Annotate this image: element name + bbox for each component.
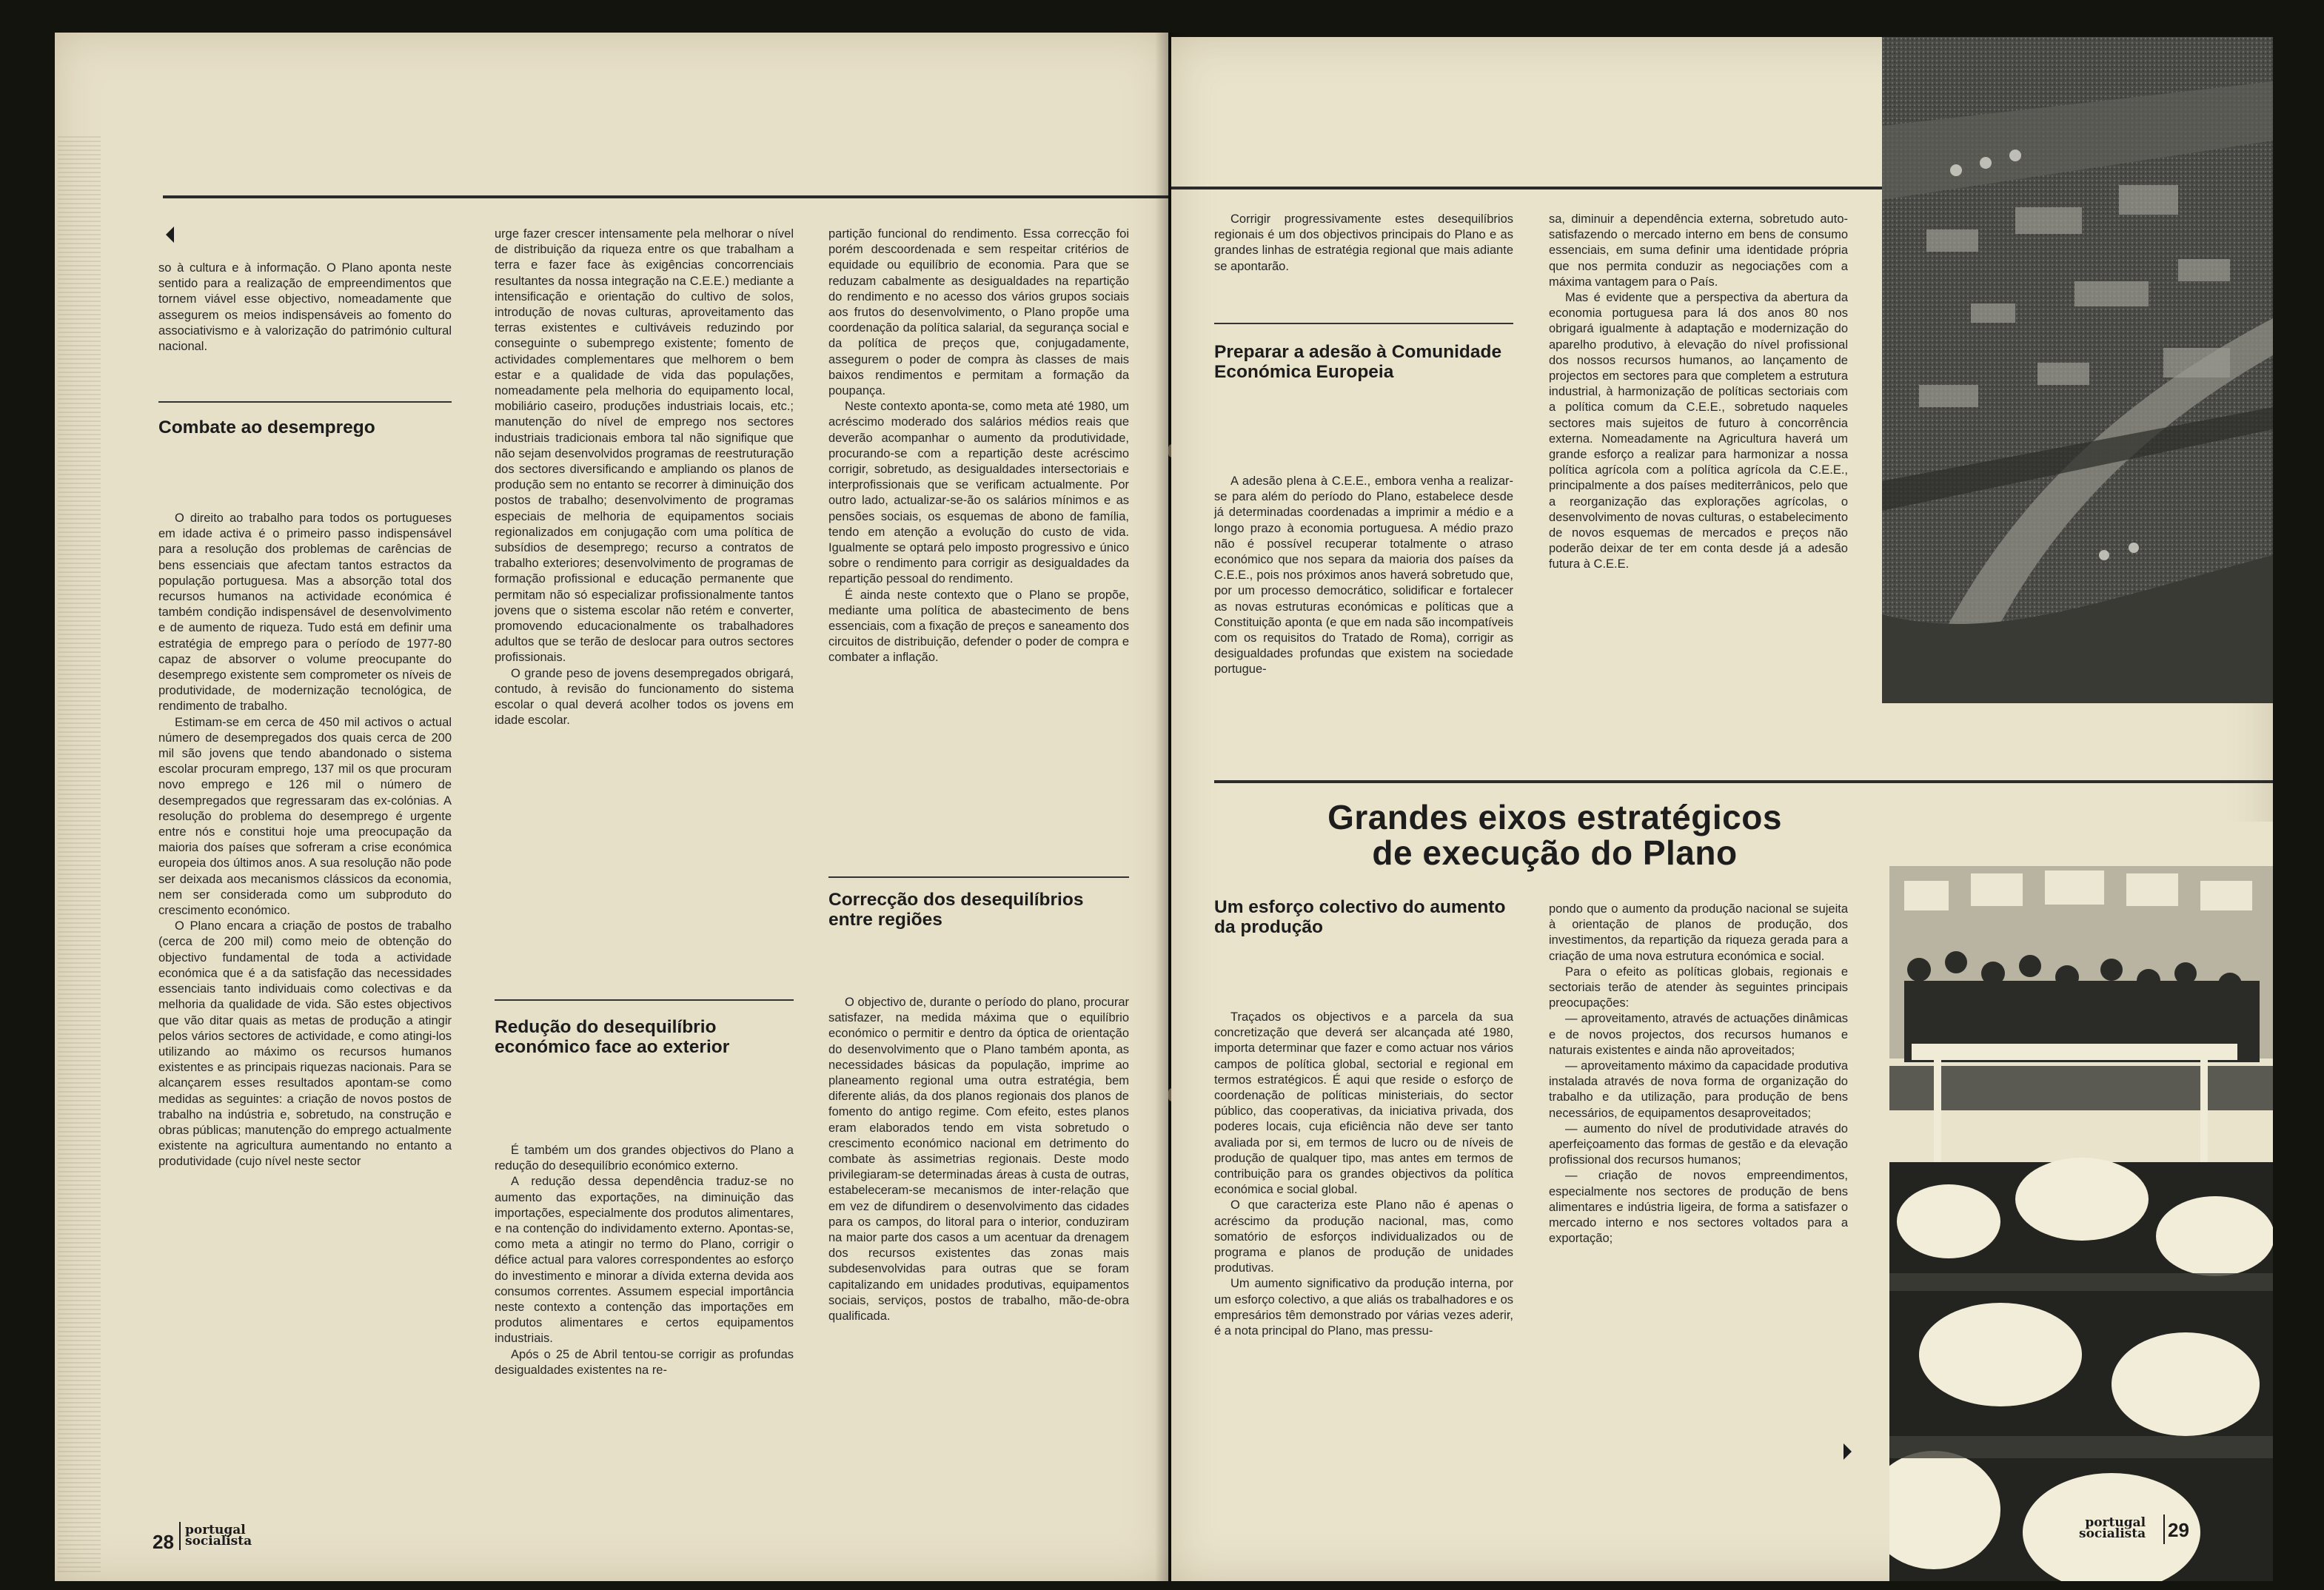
column-3-body [1214,1010,1513,1339]
folio-divider [2163,1514,2165,1544]
publication-logo [2079,1517,2146,1540]
paragraph: urge fazer crescer intensamente pela melhorar o nível de distribuição da riqueza entre os que trabalham a terra e fazer face às exigências concorrenciais resultantes da nossa integração na C.E.E.) mediante a intensificação e orientação do cultivo de solos, introdução de novas culturas, aproveitamento das terras existentes e cultiváveis reduzindo por conseguinte o subemprego existente; fomento de actividades complementares que melhorem o bem estar e a qualidade de vida das populações, nomeadamente pela melhoria do equipamento local, mobiliário caseiro, produções industriais locais, etc.; manutenção do nível de emprego nos sectores industriais tradicionais embora tal não signifique que não sejam desenvolvidos programas de reestruturação dos sectores diversificando e ampliando os planos de produção sem no entanto se recorrer à diminuição dos postos de trabalho; desenvolvimento de programas especiais de melhoria de equipamentos sociais regionalizados em conjugação com uma política de subsídios de desemprego; recurso a contratos de trabalho exteriores; desenvolvimento de programas de formação profissional e educação permanente que permitam não só especializar profissionalmente tantos jovens que o sistema escolar não retém e converter, promovendo educacionalmente os trabalhadores adultos que se terão de deslocar para outros sectores profissionais. [495,227,794,665]
column-2 [495,227,794,729]
section-rule [158,401,452,403]
top-rule [163,195,1168,198]
continued-arrow-icon [1844,1443,1852,1460]
logo-line: socialista [2079,1526,2146,1541]
heading-correccao-desequilibrios: Correcção dos desequilíbrios entre regiões [828,890,1084,930]
logo-line: portugal [2085,1515,2146,1530]
section-rule [828,876,1129,878]
paragraph: Após o 25 de Abril tentou-se corrigir as profundas desigualdades existentes na re- [495,1347,794,1377]
paragraph: pondo que o aumento da produção nacional se sujeita à orientação de planos de produção, dos investimentos, da repartição da riqueza gerada para a criação de uma nova estrutura económica e social. [1549,902,1848,963]
paragraph: Um aumento significativo da produção interna, por um esforço colectivo, a que aliás os trabalhadores e os empresários têm demonstrado por várias vezes aderir, é a nota principal do Plano, mas pressu- [1214,1277,1513,1338]
article-title [1214,799,1895,871]
paragraph: Para o efeito as políticas globais, regionais e sectoriais terão de atender às seguintes principais preocupações: [1549,965,1848,1010]
paragraph: partição funcional do rendimento. Essa correcção foi porém descoordenada e sem respeitar critérios de equidade ou equilíbrio de economia. Para que se reduzam cabalmente as desigualdades na repartição do rendimento e no acesso dos vários grupos sociais aos frutos do desenvolvimento, o Plano propõe uma coordenação da política salarial, da segurança social e da política de preços que, conjugadamente, assegurem o poder de compra às classes de mais baixos rendimentos e permitam a formação da poupança. [828,227,1129,398]
page-number: 28 [153,1531,174,1553]
continued-arrow-icon [166,227,174,243]
right-page [1171,37,2273,1581]
left-page [55,33,1168,1581]
title-line: de execução do Plano [1372,833,1738,872]
heading-preparar-adesao: Preparar a adesão à Comunidade Económica Europeia [1214,342,1502,382]
column-3-body [828,995,1129,1324]
logo-line: portugal [185,1523,246,1537]
aerial-photo-graphic [1882,37,2273,703]
paragraph: so à cultura e à informação. O Plano aponta neste sentido para a realização de empreendimentos que tornem viável esse objectivo, nomeadamente que assegurem os meios indispensáveis ao fomento do associativismo e à valorização do património cultural nacional. [158,261,452,354]
column-1-body [1214,474,1513,678]
paragraph: — aproveitamento, através de actuações dinâmicas e de novos projectos, dos recursos humanos e naturais existentes e ainda não aproveitados; [1549,1012,1848,1057]
logo-line: socialista [185,1534,252,1549]
paragraph: É ainda neste contexto que o Plano se propõe, mediante uma política de abastecimento de bens essenciais, com a fixação de preços e saneamento dos circuitos de distribuição, defender o poder de compra e combater a inflação. [828,588,1129,665]
column-4 [1549,902,1848,1247]
paragraph: sa, diminuir a dependência externa, sobretudo auto-satisfazendo o mercado interno em bens de consumo essenciais, em suma definir uma identidade própria que nos permita conduzir as negociações com a máxima vantagem para o País. [1549,212,1848,289]
aerial-industrial-photo [1882,37,2273,703]
paragraph: — criação de novos empreendimentos, especialmente nos sectores de produção de bens alimentares e indústria ligeira, de forma a satisfazer o mercado interno e nos sectores voltados para a exportação; [1549,1169,1848,1246]
column-2 [1549,212,1848,573]
paragraph: Mas é evidente que a perspectiva da abertura da economia portuguesa para lá dos anos 80 nos obrigará igualmente à adaptação e modernização do aparelho produtivo, à elevação do nível profissional dos nossos recursos humanos, ao lançamento de projectos em sectores para que completem a estrutura industrial, à harmonização de políticas sectoriais com a política comum da C.E.E., sobretudo naqueles sectores mais sujeitos de futuro à concorrência externa. Nomeadamente na Agricultura haverá um grande esforço a realizar para harmonizar a nossa política agrícola com a política agrícola da C.E.E., principalmente a dos países mediterrânicos, pelo que a reorganização das explorações agrícolas, o desenvolvimento de novas culturas, o estabelecimento de novos esquemas de mercados e preços não poderão deixar de ter em conta desde já a adesão futura à C.E.E. [1549,291,1848,571]
paragraph: O direito ao trabalho para todos os portugueses em idade activa é o primeiro passo indispensável para a resolução dos problemas de carências de bens essenciais que afectam tantos estractos da população portuguesa. Mas a absorção total dos recursos humanos na actividade económica é também condição indispensável de desenvolvimento e de aumento de riqueza. Tudo está em definir uma estratégia de emprego para o período de 1977-80 capaz de absorver o volume preocupante do desemprego existente sem comprometer os níveis de produtividade, de modernização tecnológica, de rendimento de trabalho. [158,511,452,714]
folio-divider [179,1522,181,1550]
paragraph: Neste contexto aponta-se, como meta até 1980, um acréscimo moderado dos salários médios reais que deverão acompanhar o aumento da produtividade, procurando-se com a repartição deste acréscimo corrigir, sobretudo, as desigualdades intersectoriais e interprofissionais que se verificam actualmente. Por outro lado, actualizar-se-ão os salários mínimos e as pensões sociais, os esquemas de abono de família, tendo em atenção a evolução do custo de vida. Igualmente se optará pelo imposto progressivo e único sobre o rendimento para corrigir as desigualdades da repartição pessoal do rendimento. [828,400,1129,586]
paragraph: O grande peso de jovens desempregados obrigará, contudo, à revisão do funcionamento do sistema escolar o qual deverá acolher todos os jovens em idade escolar. [495,666,794,728]
paragraph: O Plano encara a criação de postos de trabalho (cerca de 200 mil) como meio de obtenção do objectivo fundamental de toda a actividade económica que é a da satisfação das necessidades essenciais tanto individuais como colectivas e da melhoria da qualidade de vida. São estes objectivos que vão ditar quais as metas de produção a atingir pelos vários sectores de actividade, e como atingi-los utilizando ao máximo os recursos humanos existentes e as principais riquezas nacionais. Para se alcançarem esses resultados apontam-se como medidas as seguintes: a criação de novos postos de trabalho na indústria e, sobretudo, na construção e obras públicas; manutenção do emprego actualmente existente na agricultura aumentando no entanto a produtividade (cujo nível neste sector [158,919,452,1169]
paragraph: É também um dos grandes objectivos do Plano a redução do desequilíbrio económico externo. [495,1144,794,1173]
publication-logo [185,1525,252,1547]
heading-esforco-colectivo: Um esforço colectivo do aumento da produção [1214,897,1506,937]
section-rule [495,999,794,1001]
section-rule [1214,323,1513,324]
column-2-body [495,1143,794,1378]
paragraph: O objectivo de, durante o período do plano, procurar satisfazer, na medida máxima que o equilíbrio económico o permitir e dentro da óptica de orientação do desenvolvimento que o Plano também aponta, as necessidades básicas da população, imprime ao planeamento regional uma outra estratégia, bem diferente aliás, da dos planos regionais dos planos de fomento do antigo regime. Com efeito, estes planos eram elaborados tendo em vista sobretudo o crescimento económico nacional em detrimento do combate às assimetrias regionais. Deste modo privilegiaram-se determinadas áreas à custa de outras, estabeleceram-se mecanismos de inter-relação que em vez de difundirem o desenvolvimento das cidades para os campos, do litoral para o interior, conduziram na maior parte dos casos a um acentuar da drenagem dos recursos existentes das zonas mais subdesenvolvidas para outras que se foram capitalizando em unidades produtivas, equipamentos sociais, serviços, postos de trabalho, mão-de-obra qualificada. [828,996,1129,1324]
page-edge-texture [58,136,101,1572]
top-rule [1171,187,1882,189]
paragraph: O que caracteriza este Plano não é apenas o acréscimo da produção nacional, mas, como somatório de esforços individualizados ou de programa e planos de produção de unidades produtivas. [1214,1198,1513,1275]
paragraph: — aproveitamento máximo da capacidade produtiva instalada através de nova forma de organização do trabalho e da utilização, para produção de bens necessários, de equipamentos desaproveitados; [1549,1059,1848,1120]
paragraph: Corrigir progressivamente estes desequilíbrios regionais é um dos objectivos principais do Plano e as grandes linhas de estratégia regional que mais adiante se apontarão. [1214,212,1513,273]
column-1 [1214,212,1513,275]
heading-combate-desemprego: Combate ao desemprego [158,417,375,437]
column-3 [828,227,1129,666]
paragraph: — aumento do nível de produtividade através do aperfeiçoamento das formas de gestão e da elevação profissional dos recursos humanos; [1549,1121,1848,1167]
heading-reducao-desequilibrio: Redução do desequilíbrio económico face ao exterior [495,1017,730,1057]
factory-photo-graphic [1889,822,2273,1581]
factory-workers-photo [1889,822,2273,1581]
paragraph: Traçados os objectivos e a parcela da sua concretização que deverá ser alcançada até 1980, importa determinar que fazer e como actuar nos vários campos de política global, sectorial e regional em termos estratégicos. É aqui que reside o esforço de coordenação de políticas ministeriais, do sector público, das cooperativas, da iniciativa privada, dos poderes locais, cuja eficiência não deve ser tanto avaliada por si, em termos de lucro ou de níveis de produção de qualquer tipo, mas antes em termos de contribuição para os grandes objectivos da política económica e social global. [1214,1010,1513,1197]
page-number: 29 [2168,1519,2189,1541]
title-line: Grandes eixos estratégicos [1327,798,1782,836]
column-1 [158,261,452,355]
paragraph: A adesão plena à C.E.E., embora venha a realizar-se para além do período do Plano, estabelece desde já determinadas coordenadas a imprimir a médio e a longo prazo à economia portuguesa. A médio prazo não é possível recuperar totalmente o atraso económico que nos separa da maioria dos países da C.E.E., pois nos próximos anos haverá sobretudo que, por um processo democrático, solidificar e fortalecer as novas estruturas económicas e políticas que a Constituição aponta (e que em nada são incompatíveis com os requisitos do Tratado de Roma), corrigir as desigualdades profundas que existem na sociedade portugue- [1214,474,1513,677]
column-1-body [158,511,452,1170]
title-rule [1214,780,2273,783]
paragraph: Estimam-se em cerca de 450 mil activos o actual número de desempregados dos quais cerca de 200 mil são jovens que tendo abandonado o sistema escolar procuram emprego, 137 mil os que procuram novo emprego e 126 mil o número de desempregados que regressaram das ex-colónias. A resolução do problema do desemprego é urgente entre nós e constitui hoje uma preocupação da maioria dos países que sofreram a crise económica europeia dos últimos anos. A sua resolução não pode ser deixada aos mecanismos clássicos da economia, nem ser considerada como um subproduto do crescimento económico. [158,715,452,918]
paragraph: A redução dessa dependência traduz-se no aumento das exportações, na diminuição das importações, especialmente dos produtos alimentares, e na contenção do individamento externo. Apontas-se, como meta a atingir no termo do Plano, corrigir o défice actual para valores correspondentes ao esforço do investimento e minorar a dívida externa devida aos consumos correntes. Assumem especial importância neste contexto a contenção das importações em produtos alimentares e certos equipamentos industriais. [495,1175,794,1346]
